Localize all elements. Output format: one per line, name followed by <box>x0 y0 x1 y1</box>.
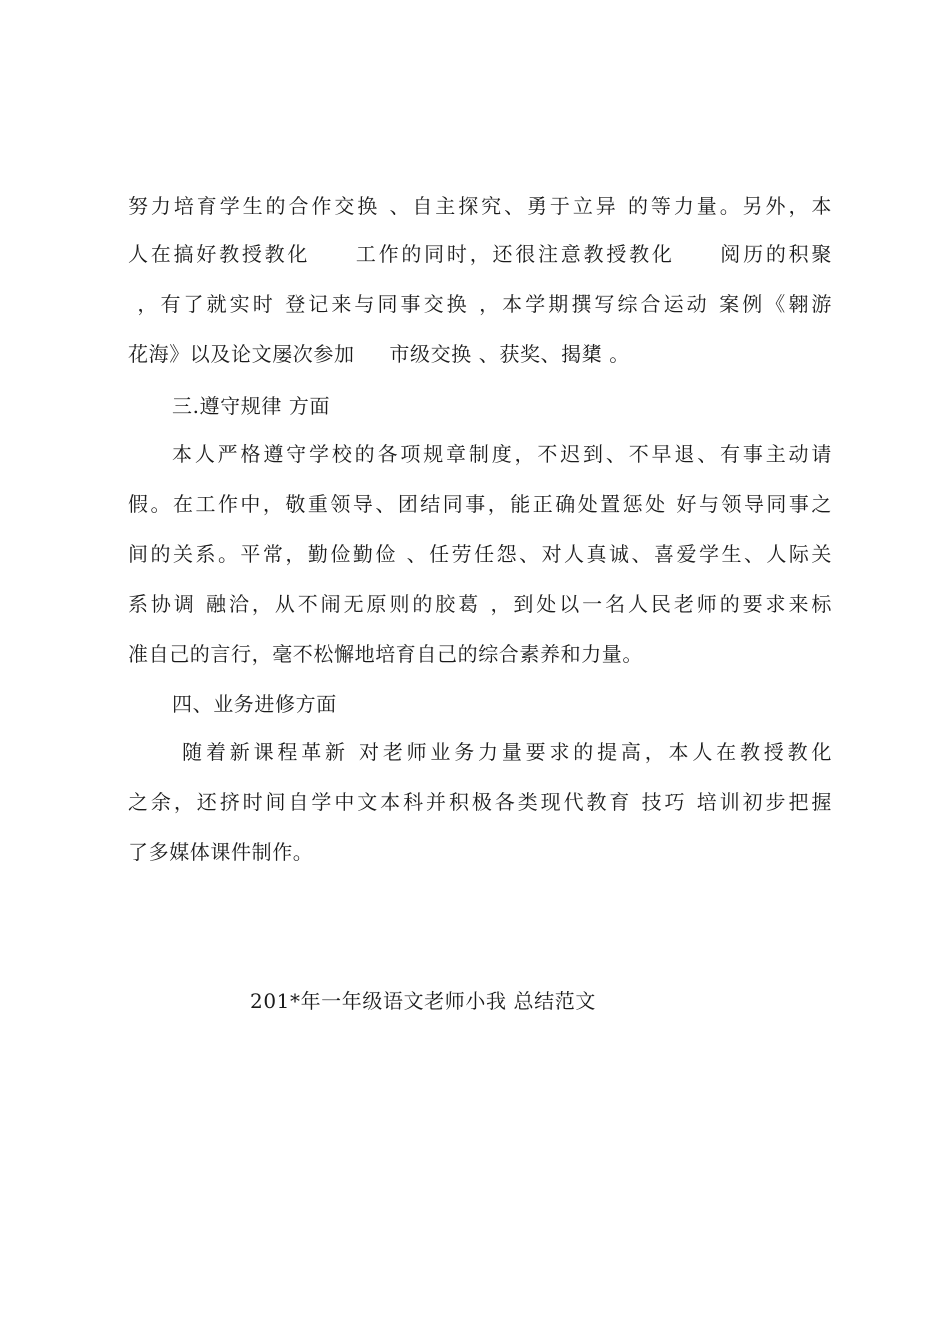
paragraph-1-line-3: ，有了就实时 登记来与同事交换 ，本学期撰写综合运动 案例《翱游 <box>128 292 832 316</box>
paragraph-2-line-3: 间的关系。平常，勤俭勤俭 、任劳任怨、对人真诚、喜爱学生、人际关 <box>128 542 832 566</box>
section-3-heading: 三.遵守规律 方面 <box>172 394 331 418</box>
next-article-title: 201*年一年级语文老师小我 总结范文 <box>250 989 596 1013</box>
paragraph-1-line-4: 花海》以及论文屡次参加 市级交换 、获奖、揭橥 。 <box>128 342 630 366</box>
paragraph-3-line-1: 随着新课程革新 对老师业务力量要求的提高，本人在教授教化 <box>172 740 832 764</box>
paragraph-2-line-5: 准自己的言行，毫不松懈地培育自己的综合素养和力量。 <box>128 642 643 666</box>
paragraph-2-line-4: 系协调 融洽，从不闹无原则的胶葛 ，到处以一名人民老师的要求来标 <box>128 592 832 616</box>
paragraph-3-line-3: 了多媒体课件制作。 <box>128 840 314 864</box>
paragraph-2-line-2: 假。在工作中，敬重领导、团结同事，能正确处置惩处 好与领导同事之 <box>128 492 832 516</box>
paragraph-1-line-2: 人在搞好教授教化 工作的同时，还很注意教授教化 阅历的积聚 <box>128 242 832 266</box>
paragraph-3-line-2: 之余，还挤时间自学中文本科并积极各类现代教育 技巧 培训初步把握 <box>128 790 832 814</box>
paragraph-1-line-1: 努力培育学生的合作交换 、自主探究、勇于立异 的等力量。另外，本 <box>128 194 832 218</box>
section-4-heading: 四、业务进修方面 <box>172 692 337 716</box>
paragraph-2-line-1: 本人严格遵守学校的各项规章制度，不迟到、不早退、有事主动请 <box>172 442 832 466</box>
